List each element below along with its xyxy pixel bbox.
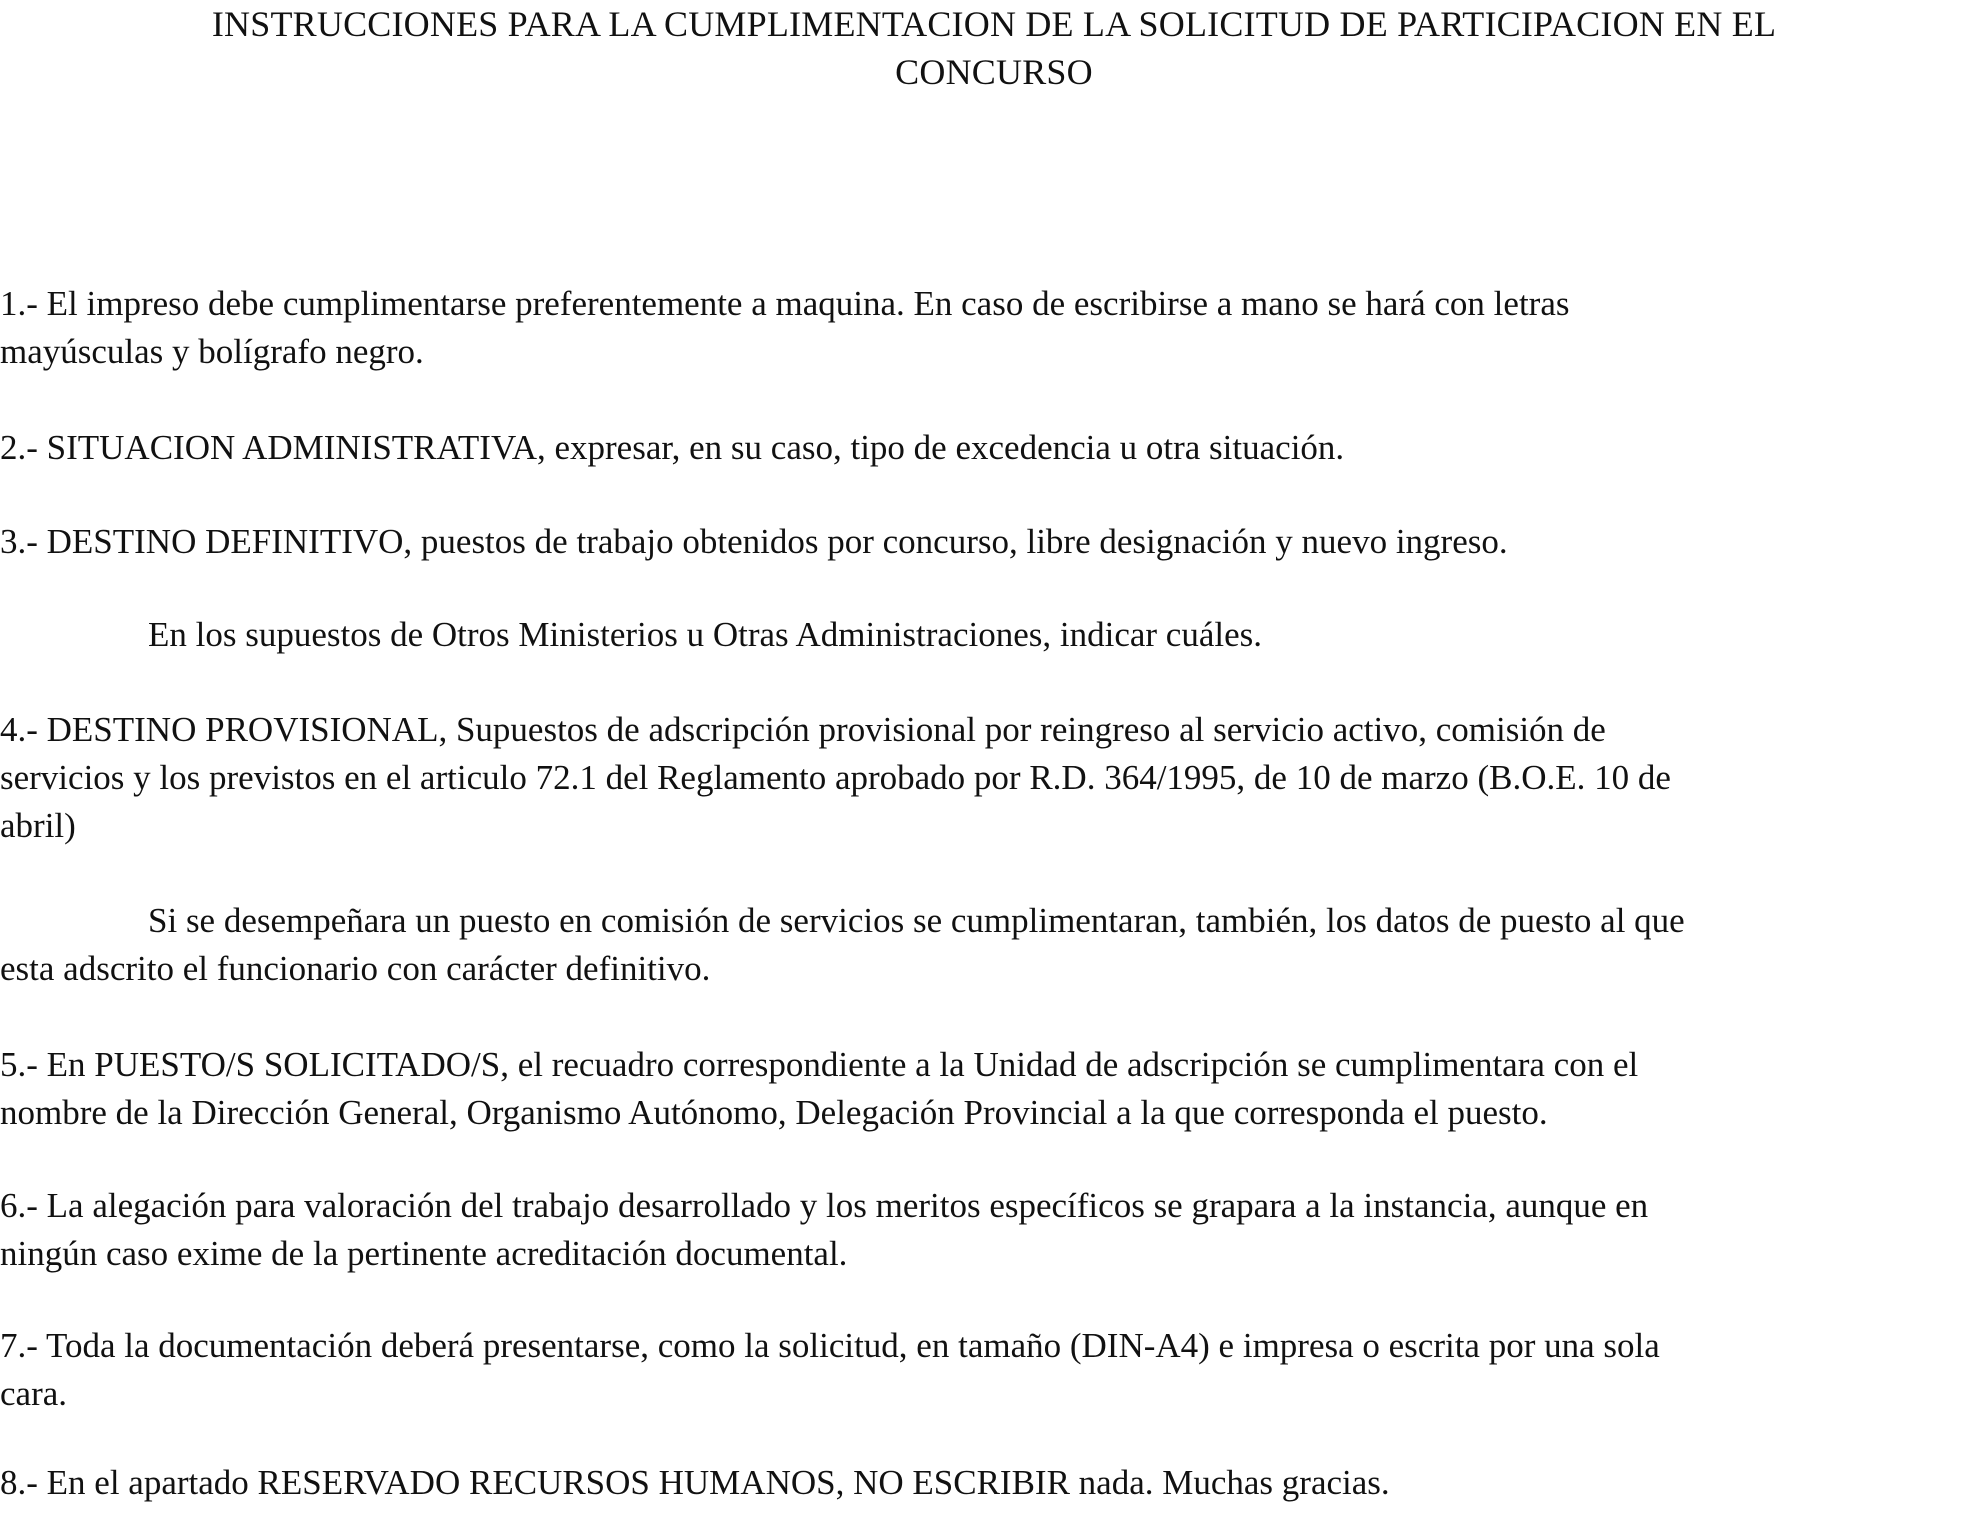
item-4-line-1: 4.- DESTINO PROVISIONAL, Supuestos de adscripción provisional por reingreso al servicio activo, comisión de (0, 710, 1606, 749)
item-7-line-1: 7.- Toda la documentación deberá presentarse, como la solicitud, en tamaño (DIN-A4) e impresa o escrita por una sola (0, 1326, 1660, 1365)
item-6-line-2: ningún caso exime de la pertinente acreditación documental. (0, 1234, 848, 1273)
title-line-1: INSTRUCCIONES PARA LA CUMPLIMENTACION DE LA SOLICITUD DE PARTICIPACION EN EL (211, 4, 1777, 44)
title-line-2: CONCURSO (895, 52, 1093, 92)
item-6-line-1: 6.- La alegación para valoración del trabajo desarrollado y los meritos específicos se grapara a la instancia, aunque en (0, 1186, 1649, 1225)
item-1-line-2: mayúsculas y bolígrafo negro. (0, 332, 424, 371)
item-2-line-1: 2.- SITUACION ADMINISTRATIVA, expresar, en su caso, tipo de excedencia u otra situación. (0, 428, 1345, 467)
instruction-item-4-note (0, 897, 1988, 993)
item-8-line-1: 8.- En el apartado RESERVADO RECURSOS HUMANOS, NO ESCRIBIR nada. Muchas gracias. (0, 1463, 1390, 1502)
item-4-note-line-1: Si se desempeñara un puesto en comisión de servicios se cumplimentaran, también, los datos de puesto al que (148, 901, 1685, 940)
item-3-note-line-1: En los supuestos de Otros Ministerios u Otras Administraciones, indicar cuáles. (148, 615, 1263, 654)
item-4-line-2: servicios y los previstos en el articulo 72.1 del Reglamento aprobado por R.D. 364/1995, de 10 de marzo (B.O.E. 10 de (0, 758, 1671, 797)
instruction-item-7 (0, 1322, 1988, 1418)
item-1-line-1: 1.- El impreso debe cumplimentarse preferentemente a maquina. En caso de escribirse a mano se hará con letras (0, 284, 1570, 323)
instruction-item-5 (0, 1041, 1988, 1137)
instruction-item-4 (0, 706, 1988, 850)
instruction-item-3-note (0, 611, 1988, 659)
document-title (0, 0, 1988, 96)
item-4-line-3: abril) (0, 806, 76, 845)
instruction-item-8 (0, 1459, 1988, 1507)
item-3-line-1: 3.- DESTINO DEFINITIVO, puestos de trabajo obtenidos por concurso, libre designación y nuevo ingreso. (0, 522, 1508, 561)
item-4-note-line-2: esta adscrito el funcionario con carácter definitivo. (0, 949, 711, 988)
instruction-item-2 (0, 424, 1988, 472)
instruction-item-6 (0, 1182, 1988, 1278)
item-5-line-2: nombre de la Dirección General, Organismo Autónomo, Delegación Provincial a la que corresponda el puesto. (0, 1093, 1548, 1132)
item-5-line-1: 5.- En PUESTO/S SOLICITADO/S, el recuadro correspondiente a la Unidad de adscripción se cumplimentara con el (0, 1045, 1639, 1084)
instruction-item-3 (0, 518, 1988, 566)
instruction-item-1 (0, 280, 1988, 376)
item-7-line-2: cara. (0, 1374, 68, 1413)
